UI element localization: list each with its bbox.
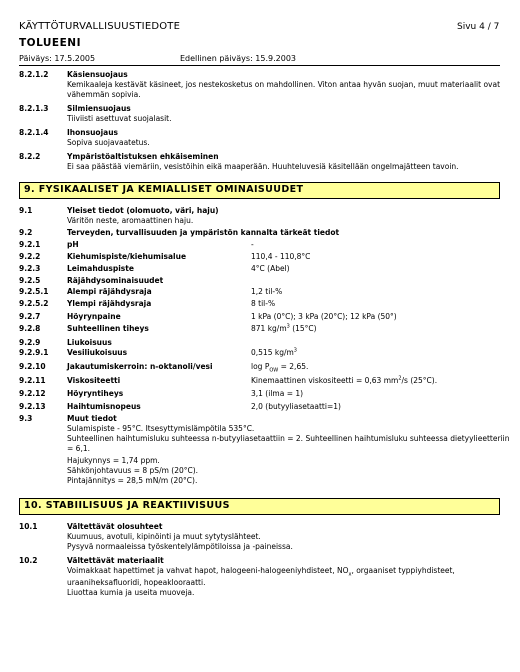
section-text: Pintajännitys = 28,5 mN/m (20°C). — [67, 476, 198, 485]
section-10-heading — [19, 498, 500, 515]
property-number: 9.2.5 — [19, 276, 41, 285]
section-number: 9.3 — [19, 414, 33, 423]
property-value: 2,0 (butyyliasetaatti=1) — [251, 402, 341, 411]
section-heading-text: 10. STABIILISUUS JA REAKTIIVISUUS — [24, 500, 230, 511]
property-value: 0,515 $kg/m^3$ — [251, 347, 297, 357]
previous-date: Edellinen päiväys: 15.9.2003 — [180, 54, 297, 63]
property-label: Höyrynpaine — [67, 312, 121, 321]
property-value: $\log P_{OW} = 2,65$. — [251, 362, 309, 374]
section-number: 9.1 — [19, 206, 33, 215]
section-text: Hajukynnys = 1,74 ppm. — [67, 456, 160, 465]
document-title: KÄYTTÖTURVALLISUUSTIEDOTE — [19, 21, 181, 32]
property-label: Liukoisuus — [67, 338, 112, 347]
section-label: Ympäristöaltistuksen ehkäiseminen — [67, 152, 219, 161]
property-value: - — [251, 240, 254, 249]
section-number: 8.2.1.3 — [19, 104, 49, 113]
property-number: 9.2.9.1 — [19, 348, 49, 357]
section-label: Silmiensuojaus — [67, 104, 131, 113]
property-number: 9.2.9 — [19, 338, 41, 347]
section-label: Muut tiedot — [67, 414, 117, 423]
section-number: 8.2.2 — [19, 152, 41, 161]
section-label: Vältettävät materiaalit — [67, 556, 164, 565]
section-text: uraaniheksafluoridi, hopeaklooraatti. — [67, 578, 206, 587]
property-number: 9.2.5.2 — [19, 299, 49, 308]
property-label: Suhteellinen tiheys — [67, 324, 149, 333]
property-number: 9.2.2 — [19, 252, 41, 261]
section-9-heading — [19, 182, 500, 199]
property-label: Alempi räjähdysraja — [67, 287, 152, 296]
property-number: 9.2.12 — [19, 389, 46, 398]
section-text: Väritön neste, aromaattinen haju. — [67, 216, 194, 225]
section-text: Suhteellinen haihtumisluku suhteessa n-butyyliasetaattiin = 2. Suhteellinen haihtumisluku suhteessa dietyylieetteriin — [67, 434, 510, 443]
section-label: Yleiset tiedot (olomuoto, väri, haju) — [67, 206, 219, 215]
section-number: 8.2.1.4 — [19, 128, 49, 137]
property-label: Kiehumispiste/kiehumisalue — [67, 252, 187, 261]
property-number: 9.2.5.1 — [19, 287, 49, 296]
property-number: 9.2.3 — [19, 264, 41, 273]
property-value: Kinemaattinen viskositeetti = 0,63 $mm^2/s$ (25°C). — [251, 375, 438, 385]
property-value: 1,2 til-% — [251, 287, 283, 296]
section-label: Käsiensuojaus — [67, 70, 128, 79]
property-label: Ylempi räjähdysraja — [67, 299, 152, 308]
section-text: Sopiva suojavaatetus. — [67, 138, 150, 147]
property-label: Jakautumiskerroin: n-oktanoli/vesi — [67, 362, 213, 371]
section-text: Pysyvä normaaleissa työskentelylämpötiloissa ja -paineissa. — [67, 542, 293, 551]
property-value: 4°C (Abel) — [251, 264, 290, 273]
property-number: 9.2.8 — [19, 324, 41, 333]
section-number: 9.2 — [19, 228, 33, 237]
section-text: Kuumuus, avotuli, kipinöinti ja muut sytytyslähteet. — [67, 532, 261, 541]
section-text: = 6,1. — [67, 444, 90, 453]
section-text: vähemmän sopivia. — [67, 90, 141, 99]
section-number: 8.2.1.2 — [19, 70, 49, 79]
property-label: Viskositeetti — [67, 376, 121, 385]
header-divider — [19, 65, 500, 66]
property-label: Höyryntiheys — [67, 389, 124, 398]
property-label: Vesiliukoisuus — [67, 348, 128, 357]
property-number: 9.2.11 — [19, 376, 46, 385]
property-value: 1 kPa (0°C); 3 kPa (20°C); 12 kPa (50°) — [251, 312, 397, 321]
property-value: 110,4 - 110,8°C — [251, 252, 311, 261]
section-text: Voimakkaat hapettimet ja vahvat hapot, halogeeni-halogeeniyhdisteet, $NO_x$, orgaaniset typpiyhdisteet, — [67, 566, 455, 578]
section-number: 10.2 — [19, 556, 38, 565]
property-number: 9.2.1 — [19, 240, 41, 249]
section-text: Ei saa päästää viemäriin, vesistöihin eikä maaperään. Huuhteluvesiä käsitellään ongelmajätteen tavoin. — [67, 162, 459, 171]
section-text: Sulamispiste - 95°C. Itsesyttymislämpötila 535°C. — [67, 424, 255, 433]
section-heading-text: 9. FYSIKAALISET JA KEMIALLISET OMINAISUUDET — [24, 184, 304, 195]
property-value: 871 $kg/m^3$ (15°C) — [251, 323, 317, 333]
section-text: Tiiviisti asettuvat suojalasit. — [67, 114, 172, 123]
page-number: Sivu 4 / 7 — [457, 22, 500, 32]
document-date: Päiväys: 17.5.2005 — [19, 54, 96, 63]
section-text: Sähkönjohtavuus = 8 pS/m (20°C). — [67, 466, 199, 475]
property-label: Haihtumisnopeus — [67, 402, 141, 411]
property-label: Räjähdysominaisuudet — [67, 276, 164, 285]
section-number: 10.1 — [19, 522, 38, 531]
section-text: Liuottaa kumia ja useita muoveja. — [67, 588, 195, 597]
section-label: Vältettävät olosuhteet — [67, 522, 163, 531]
property-value: 8 til-% — [251, 299, 276, 308]
property-label: Leimahduspiste — [67, 264, 134, 273]
section-label: Terveyden, turvallisuuden ja ympäristön kannalta tärkeät tiedot — [67, 228, 340, 237]
property-number: 9.2.13 — [19, 402, 46, 411]
product-name: TOLUEENI — [19, 37, 81, 49]
property-number: 9.2.7 — [19, 312, 41, 321]
section-label: Ihonsuojaus — [67, 128, 119, 137]
property-label: pH — [67, 240, 79, 249]
property-number: 9.2.10 — [19, 362, 46, 371]
section-text: Kemikaaleja kestävät käsineet, jos nestekosketus on mahdollinen. Viton antaa hyvän suojan, muut materiaalit ovat — [67, 80, 501, 89]
property-value: 3,1 (ilma = 1) — [251, 389, 304, 398]
